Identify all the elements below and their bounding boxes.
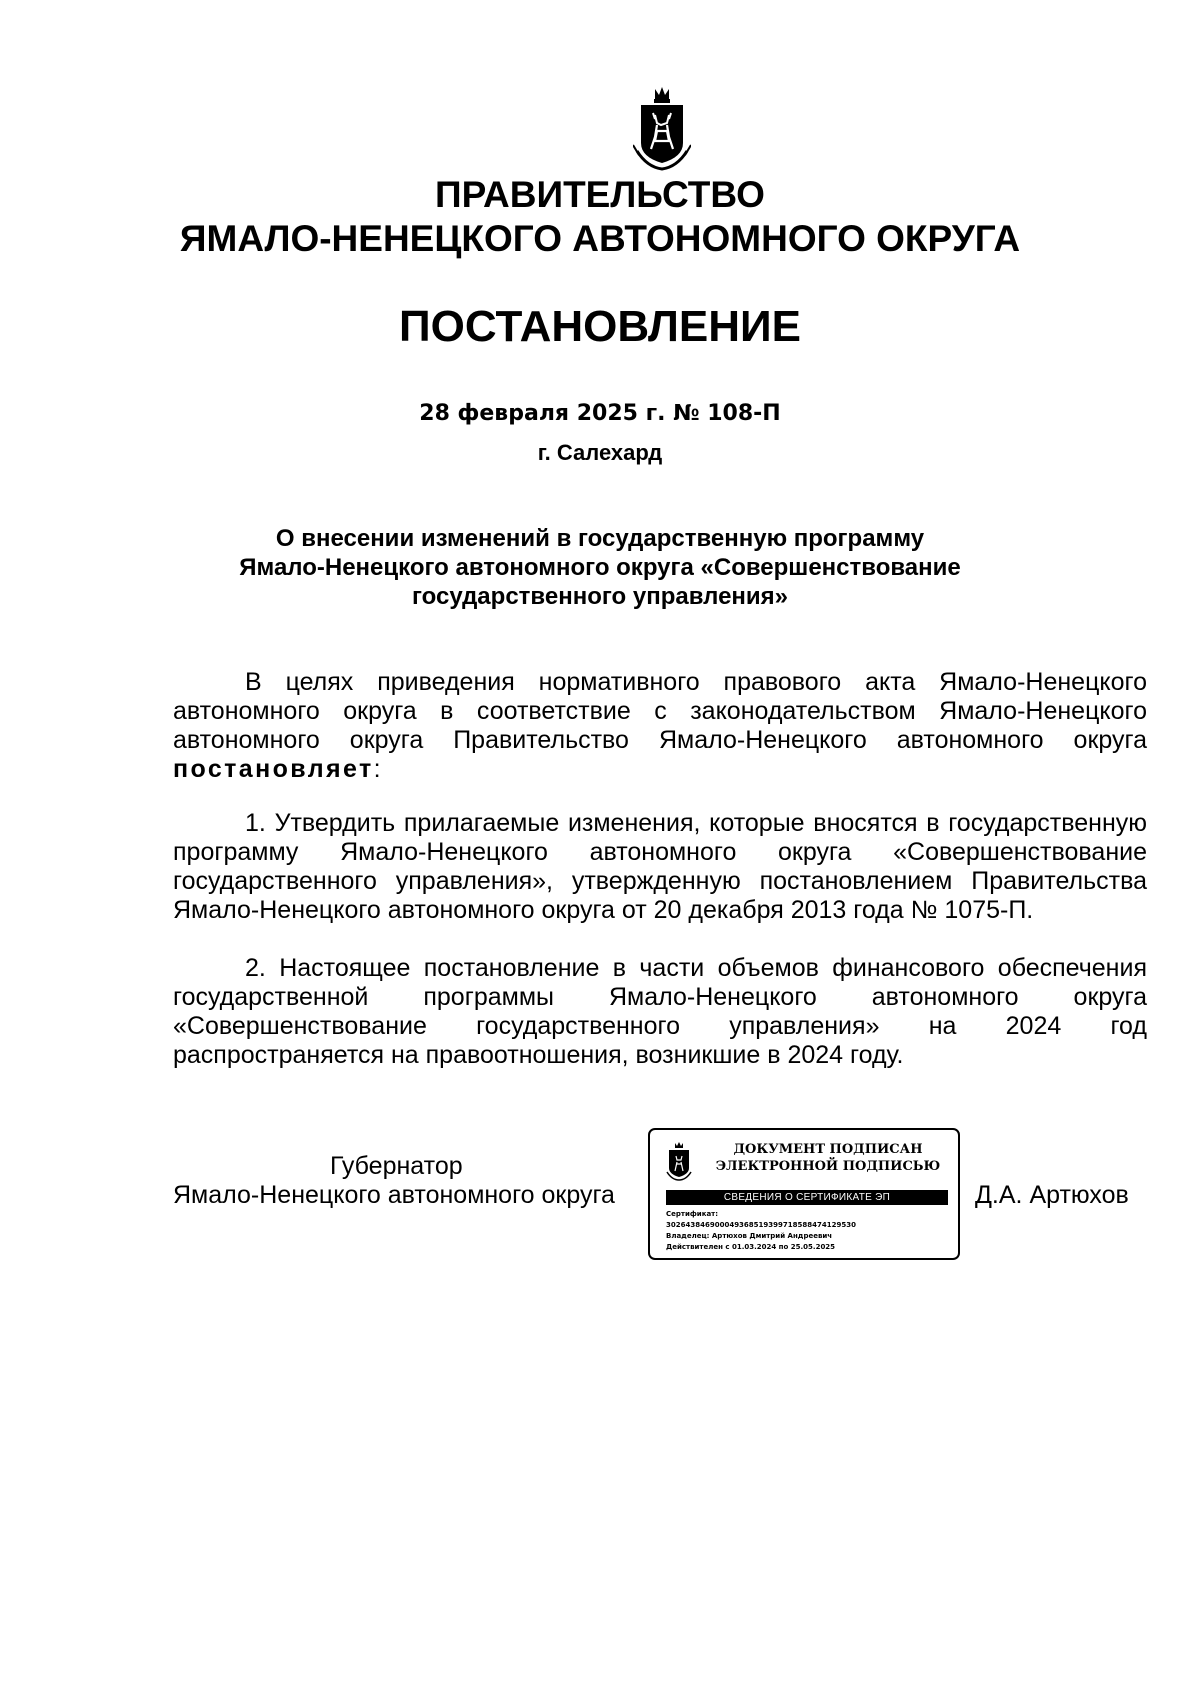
- coat-of-arms-emblem: [633, 85, 691, 173]
- certificate-label: Сертификат:: [666, 1210, 719, 1218]
- document-date-number: 28 февраля 2025 г. № 108-П: [419, 401, 781, 426]
- subject-line-2: Ямало-Ненецкого автономного округа «Совершенствование: [239, 554, 961, 581]
- government-line-1: ПРАВИТЕЛЬСТВО: [435, 174, 765, 215]
- preamble-paragraph: [173, 668, 1147, 784]
- stamp-heading-line-1: ДОКУМЕНТ ПОДПИСАН: [733, 1142, 923, 1157]
- decree-item-1: 1. Утвердить прилагаемые изменения, которые вносятся в государственную программу Ямало-Ненецкого автономного округа «Совершенствование государственного управления», утвержденную постановлением Правительства Ямало-Ненецкого автономного округа от 20 декабря 2013 года № 1075-П.: [173, 809, 1147, 924]
- signatory-name: Д.А. Артюхов: [975, 1181, 1129, 1209]
- stamp-heading-line-2: ЭЛЕКТРОННОЙ ПОДПИСЬЮ: [715, 1159, 941, 1174]
- decree-colon: :: [373, 755, 381, 783]
- certificate-validity: Действителен с 01.03.2024 по 25.05.2025: [666, 1243, 836, 1251]
- decree-word: постановляет: [173, 755, 374, 783]
- subject-line-3: государственного управления»: [411, 583, 789, 610]
- certificate-serial: 302643846900049368519399718588474129530: [666, 1221, 856, 1229]
- document-city: г. Салехард: [537, 440, 663, 465]
- document-subject: [0, 524, 1200, 611]
- electronic-signature-stamp: [648, 1128, 960, 1260]
- signatory-title-line-2: Ямало-Ненецкого автономного округа: [173, 1181, 615, 1209]
- preamble-text: В целях приведения нормативного правового акта Ямало-Ненецкого автономного округа в соответствие с законодательством Ямало-Ненецкого автономного округа Правительство Ямало-Ненецкого автономного округа: [173, 668, 1147, 754]
- government-line-2: ЯМАЛО-НЕНЕЦКОГО АВТОНОМНОГО ОКРУГА: [179, 218, 1021, 259]
- certificate-info-bar: СВЕДЕНИЯ О СЕРТИФИКАТЕ ЭП: [666, 1190, 948, 1205]
- stamp-emblem-icon: [666, 1141, 692, 1181]
- signatory-title-line-1: Губернатор: [330, 1152, 463, 1180]
- certificate-owner: Владелец: Артюхов Дмитрий Андреевич: [666, 1232, 833, 1240]
- subject-line-1: О внесении изменений в государственную программу: [275, 525, 925, 552]
- document-type: ПОСТАНОВЛЕНИЕ: [398, 302, 802, 351]
- decree-item-2: 2. Настоящее постановление в части объемов финансового обеспечения государственной программы Ямало-Ненецкого автономного округа «Совершенствование государственного управления» на 2024 год распространяется на правоотношения, возникшие в 2024 году.: [173, 954, 1147, 1069]
